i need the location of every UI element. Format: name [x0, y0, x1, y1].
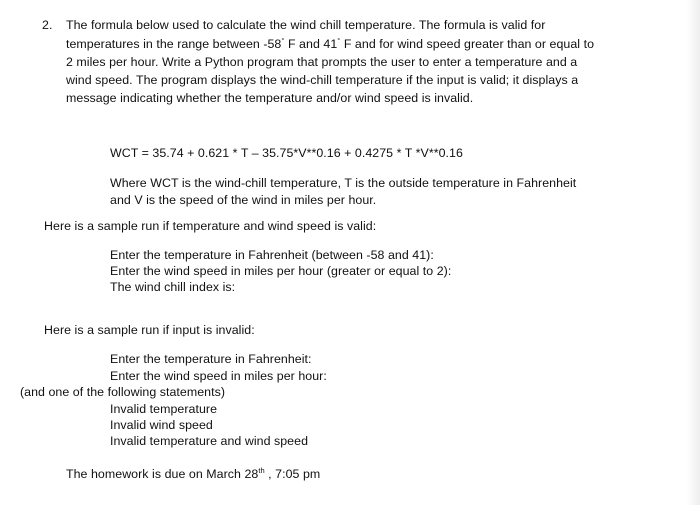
invalid-run-heading: Here is a sample run if input is invalid: — [44, 323, 255, 337]
valid-run-line-2: Enter the wind speed in miles per hour (greater or equal to 2): — [110, 264, 452, 278]
invalid-run-line-1: Enter the temperature in Fahrenheit: — [110, 352, 312, 366]
valid-run-line-3: The wind chill index is: — [110, 280, 236, 294]
valid-run-heading: Here is a sample run if temperature and wind speed is valid: — [44, 219, 377, 233]
invalid-statement-2: Invalid wind speed — [110, 418, 213, 432]
question-line-3: 2 miles per hour. Write a Python program that prompts the user to enter a temperature and a — [66, 55, 578, 69]
question-line-2: temperatures in the range between -58° F and 41° F and for wind speed greater than or equal to — [66, 36, 595, 51]
question-line-5: message indicating whether the temperature and/or wind speed is invalid. — [66, 91, 474, 105]
degree-symbol: ° — [281, 36, 285, 45]
question-line-4: wind speed. The program displays the wind-chill temperature if the input is valid; it displays a — [66, 73, 579, 87]
question-number: 2. — [42, 18, 53, 32]
page-edge-shadow — [686, 0, 700, 505]
wind-chill-formula: WCT = 35.74 + 0.621 * T – 35.75*V**0.16 + 0.4275 * T *V**0.16 — [110, 146, 463, 160]
invalid-run-note: (and one of the following statements) — [20, 385, 226, 399]
question-line-1: The formula below used to calculate the wind chill temperature. The formula is valid for — [66, 18, 546, 32]
invalid-run-line-2: Enter the wind speed in miles per hour: — [110, 369, 327, 383]
invalid-statement-3: Invalid temperature and wind speed — [110, 434, 309, 448]
due-date: The homework is due on March 28th , 7:05 pm — [66, 466, 321, 481]
where-line-2: and V is the speed of the wind in miles per hour. — [110, 193, 377, 207]
degree-symbol: ° — [337, 36, 341, 45]
valid-run-line-1: Enter the temperature in Fahrenheit (between -58 and 41): — [110, 248, 434, 262]
where-line-1: Where WCT is the wind-chill temperature, T is the outside temperature in Fahrenheit — [110, 176, 577, 190]
invalid-statement-1: Invalid temperature — [110, 402, 218, 416]
